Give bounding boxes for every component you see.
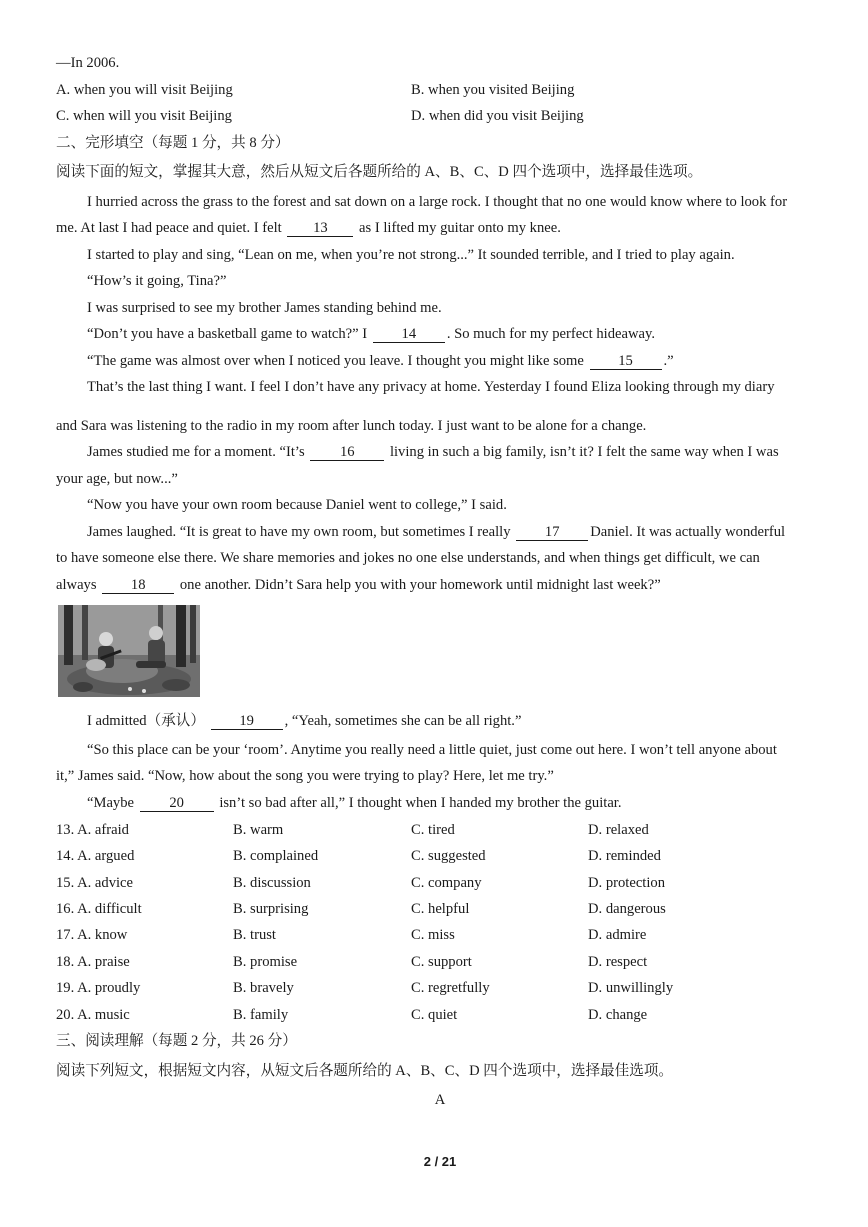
passage-line: and Sara was listening to the radio in my room after lunch today. I just want to be alone for a change. bbox=[56, 418, 647, 434]
passage-line: “So this place can be your ‘room’. Anytime you really need a little quiet, just come out here. I won’t tell anyone about bbox=[87, 742, 777, 758]
option-item: C. helpful bbox=[411, 901, 470, 917]
option-item: B. family bbox=[233, 1007, 289, 1023]
option-a: A. when you will visit Beijing bbox=[56, 82, 233, 98]
blank-18: 18 bbox=[102, 577, 174, 594]
option-item: C. suggested bbox=[411, 848, 486, 864]
blank-19: 19 bbox=[211, 713, 283, 730]
passage-line: “Maybe 20 isn’t so bad after all,” I thought when I handed my brother the guitar. bbox=[87, 795, 622, 811]
answer-line: —In 2006. bbox=[56, 55, 120, 71]
passage-line: to have someone else there. We share memories and jokes no one else understands, and when things get difficult, we can bbox=[56, 550, 760, 566]
option-item: B. complained bbox=[233, 848, 319, 864]
section2-instruction: 阅读下面的短文，掌握其大意，然后从短文后各题所给的 A、B、C、D 四个选项中，选择最佳选项。 bbox=[56, 164, 703, 180]
story-illustration bbox=[58, 605, 200, 697]
option-item: 15. A. advice bbox=[56, 875, 134, 891]
option-item: D. dangerous bbox=[588, 901, 666, 917]
blank-16: 16 bbox=[310, 444, 384, 461]
option-item: D. change bbox=[588, 1007, 648, 1023]
option-item: D. relaxed bbox=[588, 822, 649, 838]
option-item: 17. A. know bbox=[56, 927, 128, 943]
forest-scene-illustration bbox=[58, 605, 200, 697]
option-item: D. admire bbox=[588, 927, 647, 943]
option-item: 13. A. afraid bbox=[56, 822, 129, 838]
option-d: D. when did you visit Beijing bbox=[411, 108, 584, 124]
passage-line: That’s the last thing I want. I feel I don’t have any privacy at home. Yesterday I found Eliza looking through my diary bbox=[87, 379, 775, 395]
passage-line: “How’s it going, Tina?” bbox=[87, 273, 227, 289]
option-item: B. warm bbox=[233, 822, 284, 838]
option-item: C. tired bbox=[411, 822, 455, 838]
option-item: C. support bbox=[411, 954, 472, 970]
blank-15: 15 bbox=[590, 353, 662, 370]
passage-line: your age, but now...” bbox=[56, 471, 178, 487]
passage-line: me. At last I had peace and quiet. I felt 13 as I lifted my guitar onto my knee. bbox=[56, 220, 561, 236]
section3-instruction: 阅读下列短文，根据短文内容，从短文后各题所给的 A、B、C、D 四个选项中，选择最佳选项。 bbox=[56, 1063, 674, 1079]
option-item: B. trust bbox=[233, 927, 276, 943]
option-item: 14. A. argued bbox=[56, 848, 135, 864]
option-item: 18. A. praise bbox=[56, 954, 130, 970]
passage-line: it,” James said. “Now, how about the song you were trying to play? Here, let me try.” bbox=[56, 768, 554, 784]
option-item: D. protection bbox=[588, 875, 666, 891]
option-c: C. when will you visit Beijing bbox=[56, 108, 232, 124]
passage-line: James laughed. “It is great to have my own room, but sometimes I really 17 Daniel. It was actually wonderful bbox=[87, 524, 786, 540]
option-item: 16. A. difficult bbox=[56, 901, 142, 917]
page-number: 2 / 21 bbox=[423, 1154, 457, 1169]
option-item: B. discussion bbox=[233, 875, 311, 891]
option-item: D. unwillingly bbox=[588, 980, 674, 996]
passage-line: I hurried across the grass to the forest and sat down on a large rock. I thought that no one would know where to look for bbox=[87, 194, 788, 210]
blank-20: 20 bbox=[140, 795, 214, 812]
option-item: D. respect bbox=[588, 954, 648, 970]
passage-label: A bbox=[434, 1092, 446, 1108]
passage-line: “The game was almost over when I noticed you leave. I thought you might like some 15 .” bbox=[87, 353, 674, 369]
option-item: C. quiet bbox=[411, 1007, 458, 1023]
section2-heading: 二、完形填空（每题 1 分，共 8 分） bbox=[56, 135, 290, 151]
blank-14: 14 bbox=[373, 326, 445, 343]
passage-line: “Now you have your own room because Daniel went to college,” I said. bbox=[87, 497, 507, 513]
passage-line: I admitted（承认） 19 , “Yeah, sometimes she can be all right.” bbox=[87, 713, 522, 729]
blank-17: 17 bbox=[516, 524, 588, 541]
section3-heading: 三、阅读理解（每题 2 分，共 26 分） bbox=[56, 1033, 297, 1049]
option-item: B. promise bbox=[233, 954, 298, 970]
passage-line: always 18 one another. Didn’t Sara help you with your homework until midnight last week?” bbox=[56, 577, 661, 593]
option-b: B. when you visited Beijing bbox=[411, 82, 575, 98]
blank-13: 13 bbox=[287, 220, 353, 237]
passage-line: “Don’t you have a basketball game to watch?” I 14 . So much for my perfect hideaway. bbox=[87, 326, 655, 342]
option-item: 20. A. music bbox=[56, 1007, 130, 1023]
option-item: 19. A. proudly bbox=[56, 980, 141, 996]
option-item: D. reminded bbox=[588, 848, 661, 864]
option-item: C. company bbox=[411, 875, 482, 891]
option-item: C. regretfully bbox=[411, 980, 490, 996]
option-item: B. surprising bbox=[233, 901, 309, 917]
option-item: B. bravely bbox=[233, 980, 294, 996]
passage-line: I was surprised to see my brother James standing behind me. bbox=[87, 300, 442, 316]
option-item: C. miss bbox=[411, 927, 455, 943]
passage-line: I started to play and sing, “Lean on me, when you’re not strong...” It sounded terrible, and I tried to play again. bbox=[87, 247, 735, 263]
passage-line: James studied me for a moment. “It’s 16 living in such a big family, isn’t it? I felt the same way when I was bbox=[87, 444, 779, 460]
